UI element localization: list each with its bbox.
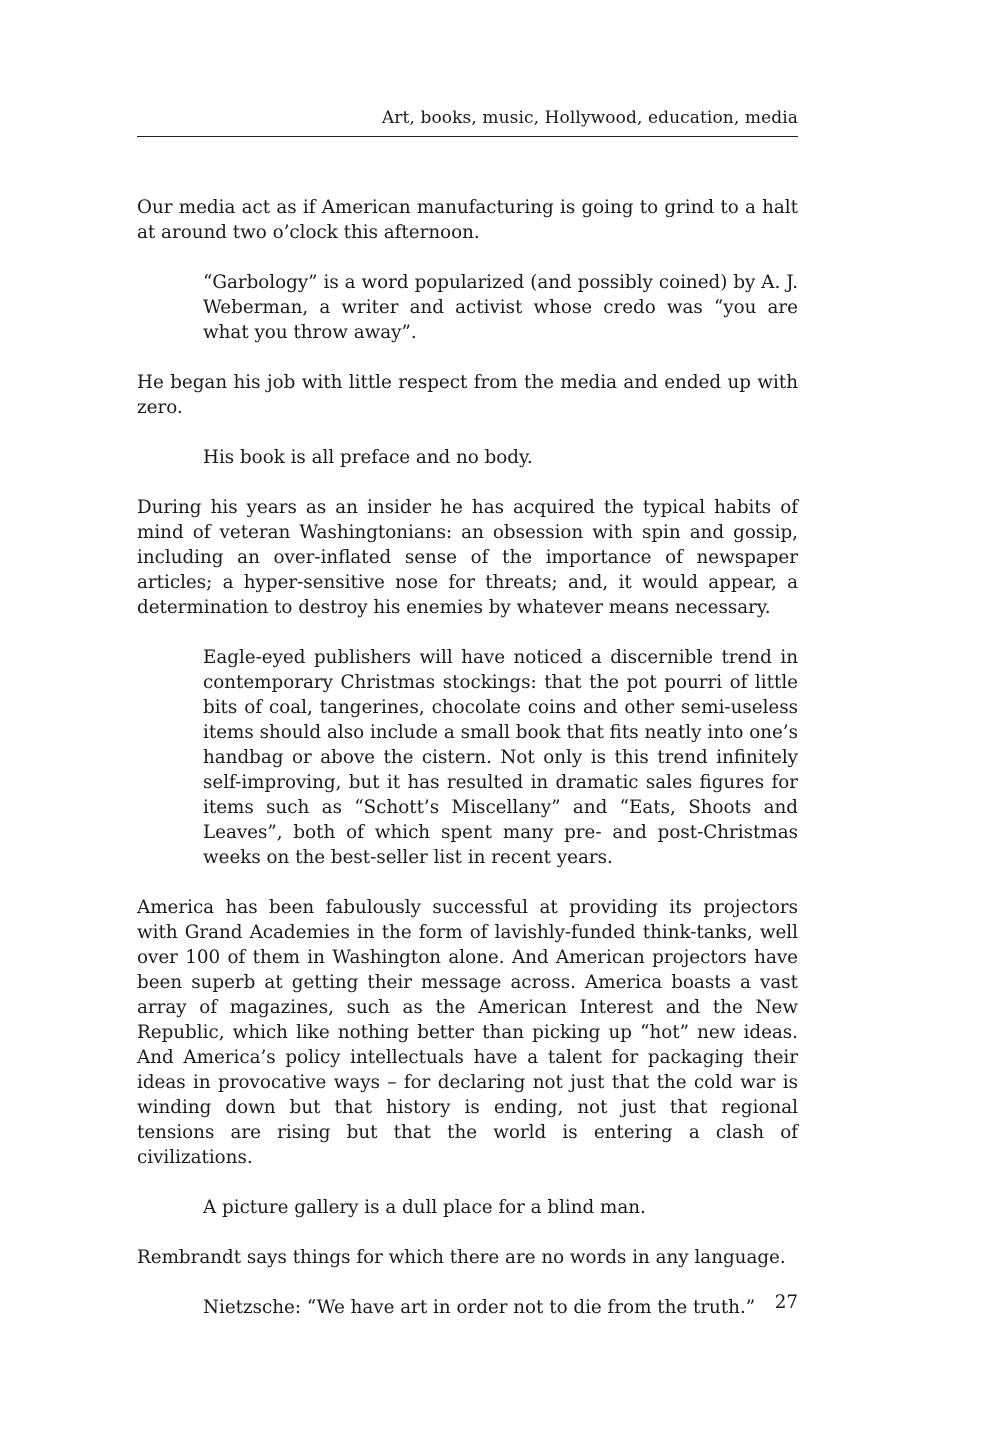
quote-paragraph: “Garbology” is a word popularized (and possibly coined) by A. J. Weberman, a writer and activist whose credo was “you are what you throw away”. bbox=[203, 272, 798, 343]
body-paragraph: America has been fabulously successful at providing its projectors with Grand Academies in the form of lavishly-funded think-tanks, well over 100 of them in Washington alone. And American projectors have been superb at getting their message across. America boasts a vast array of magazines, such as the American Interest and the New Republic, which like nothing better than picking up “hot” new ideas. And America’s policy intellectuals have a talent for packaging their ideas in provocative ways – for declaring not just that the cold war is winding down but that history is ending, not just that regional tensions are rising but that the world is entering a clash of civilizations. bbox=[137, 897, 798, 1168]
running-head: Art, books, music, Hollywood, education, media bbox=[381, 108, 798, 128]
page-number: 27 bbox=[774, 1292, 798, 1313]
body-paragraph: Our media act as if American manufacturing is going to grind to a halt at around two o’clock this afternoon. bbox=[137, 197, 798, 243]
body-paragraph: He began his job with little respect from the media and ended up with zero. bbox=[137, 372, 798, 418]
page-body bbox=[137, 195, 798, 1320]
quote-paragraph: His book is all preface and no body. bbox=[203, 447, 533, 468]
quote-paragraph: A picture gallery is a dull place for a blind man. bbox=[203, 1197, 646, 1218]
body-paragraph: During his years as an insider he has acquired the typical habits of mind of veteran Washingtonians: an obsession with spin and gossip, including an over-inflated sense of the importance of newspaper articles; a hyper-sensitive nose for threats; and, it would appear, a determination to destroy his enemies by whatever means necessary. bbox=[137, 497, 798, 618]
quote-paragraph: Nietzsche: “We have art in order not to die from the truth.” bbox=[203, 1297, 756, 1318]
body-paragraph: Rembrandt says things for which there are no words in any language. bbox=[137, 1247, 786, 1268]
header-rule bbox=[137, 136, 798, 137]
quote-paragraph: Eagle-eyed publishers will have noticed a discernible trend in contemporary Christmas stockings: that the pot pourri of little bits of coal, tangerines, chocolate coins and other semi-useless items should also include a small book that fits neatly into one’s handbag or above the cistern. Not only is this trend infinitely self-improving, but it has resulted in dramatic sales figures for items such as “Schott’s Miscellany” and “Eats, Shoots and Leaves”, both of which spent many pre- and post-Christmas weeks on the best-seller list in recent years. bbox=[203, 647, 798, 868]
